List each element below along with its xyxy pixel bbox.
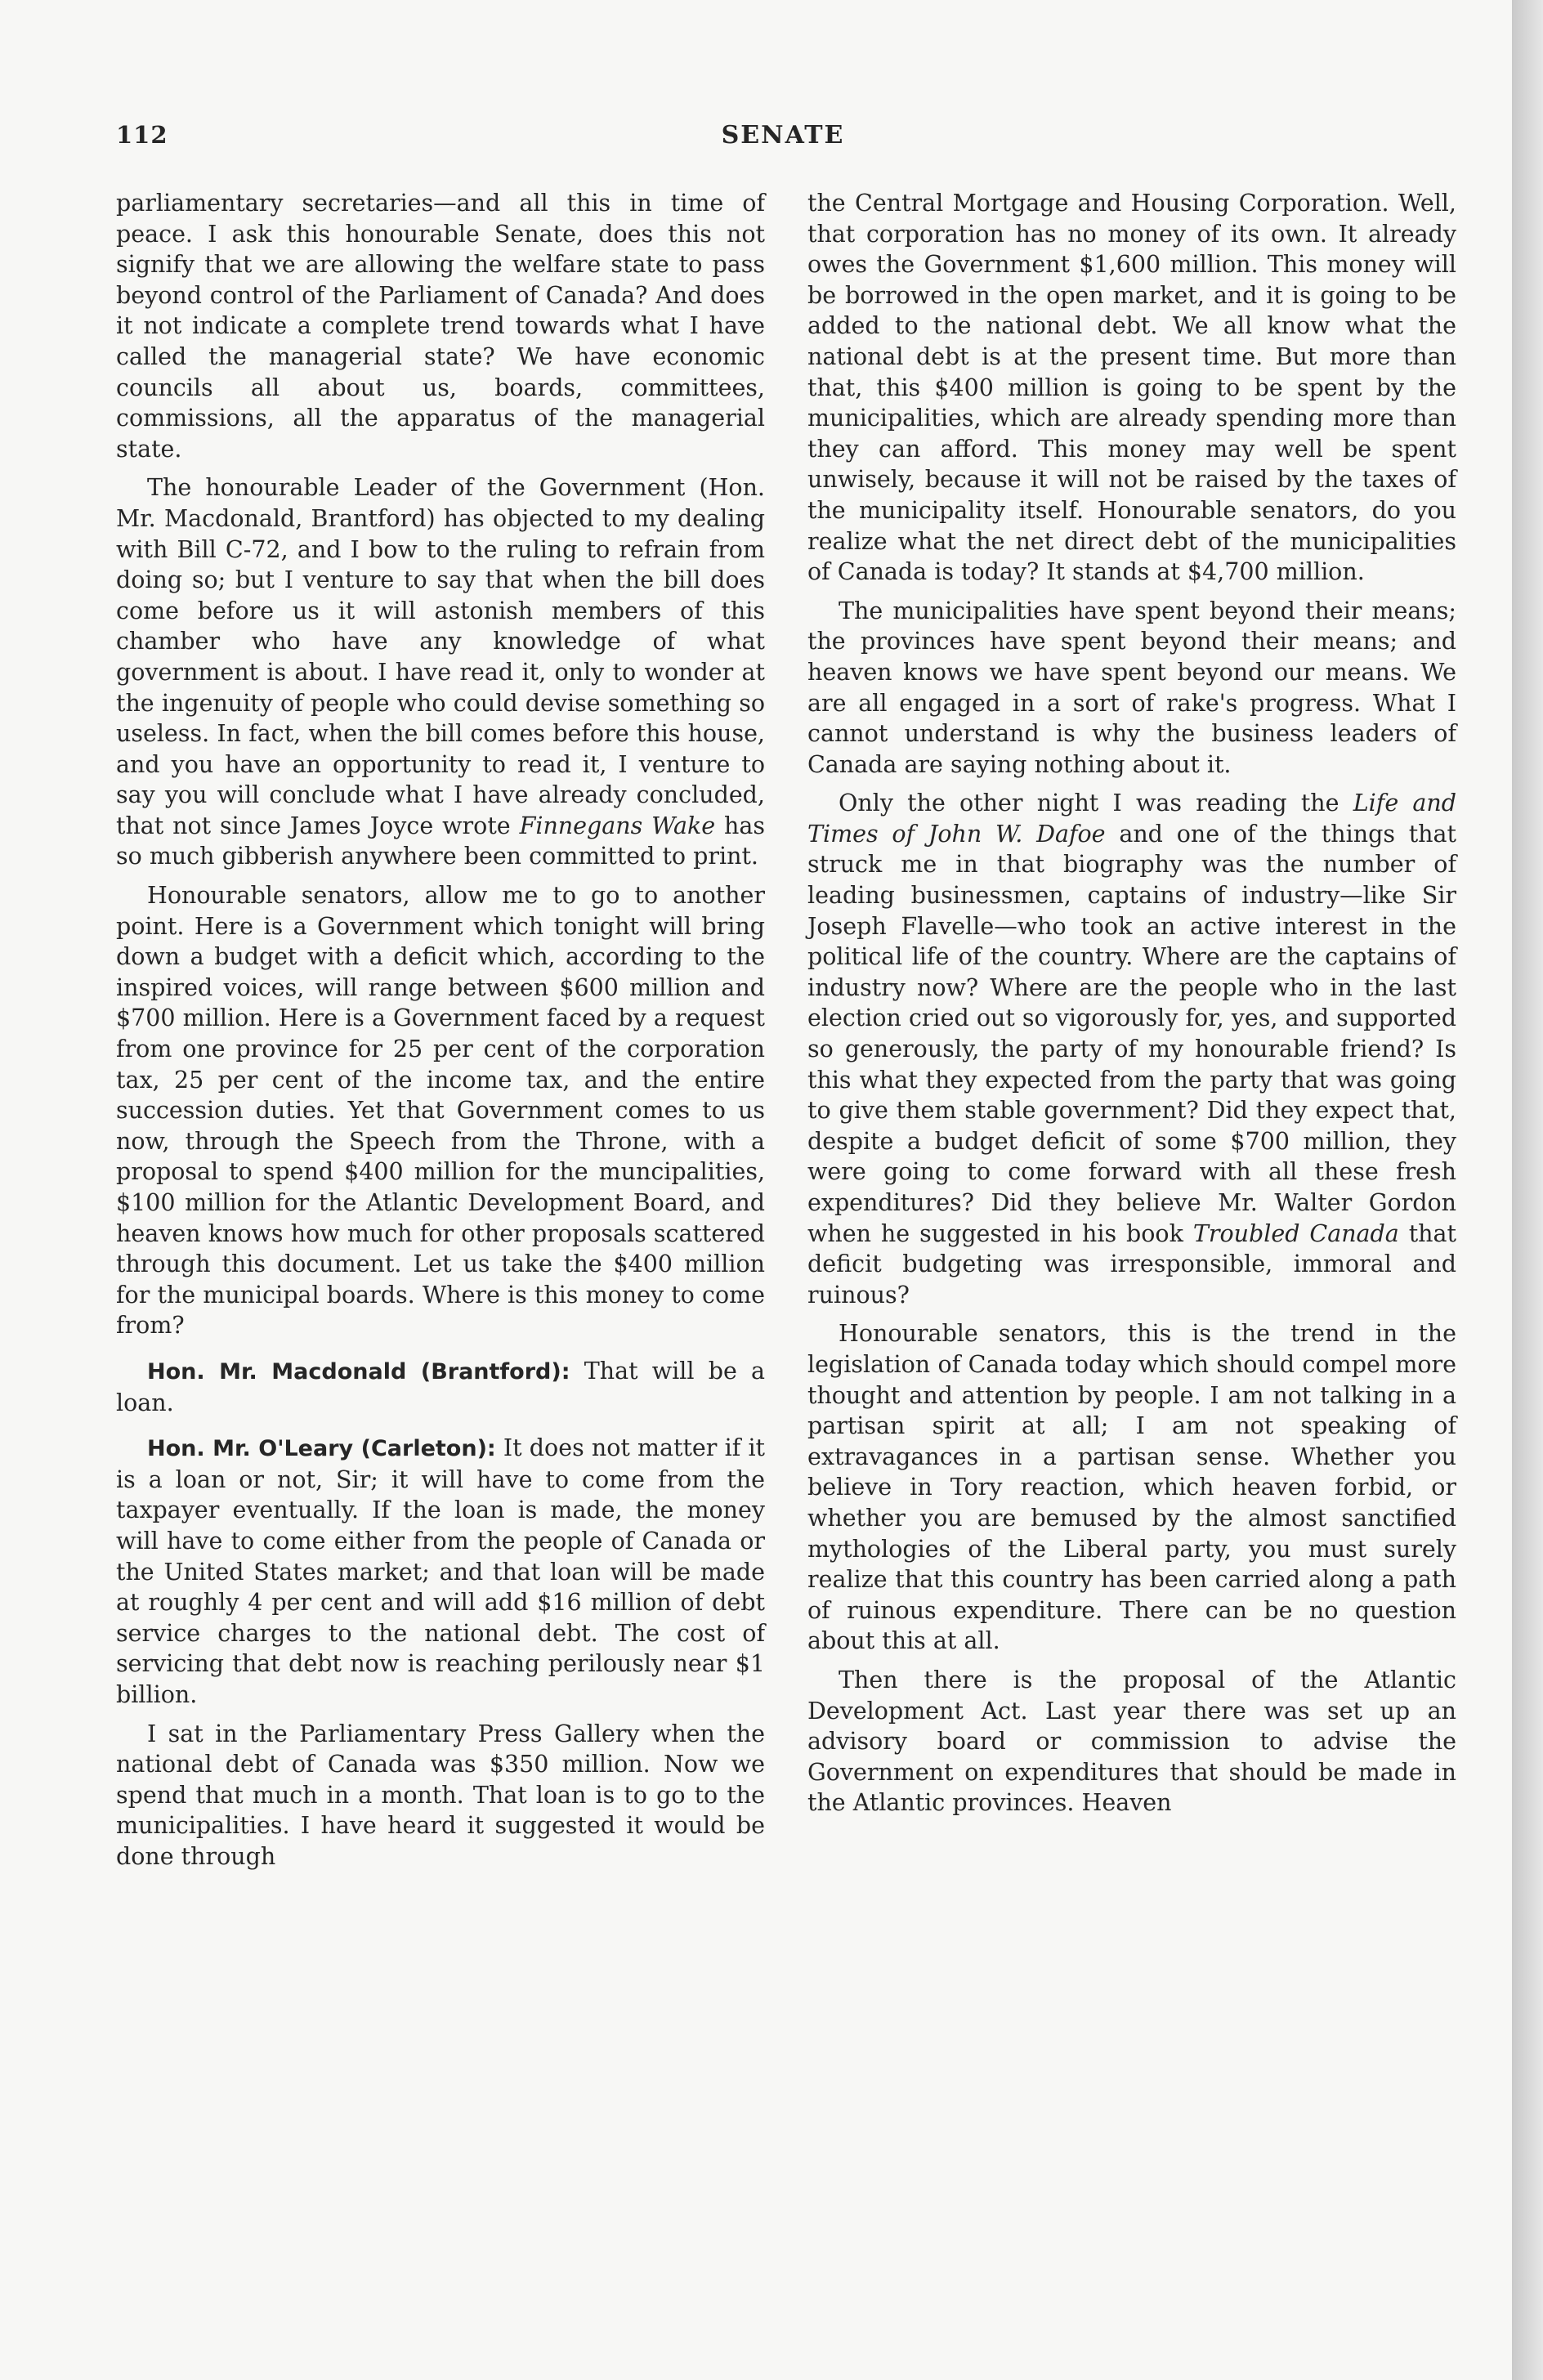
speech-text: That will be a loan. (116, 1357, 766, 1416)
paragraph: I sat in the Parliamentary Press Gallery when the national debt of Canada was $350 million. Now we spend that much in a month. That loan is to go to the municipalities. I have heard it suggested it would be done through (116, 1720, 765, 1870)
paragraph-text: The honourable Leader of the Government (Hon. Mr. Macdonald, Brantford) has objected to my dealing with Bill C-72, and I bow to the ruling to refrain from doing so; but I venture to say that when the bill does come before us it will astonish members of this chamber who have any knowledge of what government is about. I have read it, only to wonder at the ingenuity of people who could devise something so useless. In fact, when the bill comes before this house, and you have an opportunity to read it, I venture to say you will conclude what I have already concluded, that not since James Joyce wrote (116, 474, 765, 839)
page-number: 112 (116, 121, 168, 149)
paragraph: The municipalities have spent beyond their means; the provinces have spent beyond their means; and heaven knows we have spent beyond our means. We are all engaged in a sort of rake's progress. What I cannot understand is why the business leaders of Canada are saying nothing about it. (807, 597, 1456, 778)
paragraph: the Central Mortgage and Housing Corporation. Well, that corporation has no money of its own. It already owes the Government $1,600 million. This money will be borrowed in the open market, and it is going to be added to the national debt. We all know what the national debt is at the present time. But more than that, this $400 million is going to be spent by the municipalities, which are already spending more than they can afford. This money may well be spent unwisely, because it will not be raised by the taxes of the municipality itself. Honourable senators, do you realize what the net direct debt of the municipalities of Canada is today? It stands at $4,700 million. (807, 190, 1456, 586)
running-head: SENATE (721, 121, 845, 150)
paragraph: parliamentary secretaries—and all this in time of peace. I ask this honourable Senate, does this not signify that we are allowing the welfare state to pass beyond control of the Parliament of Canada? And does it not indicate a complete trend towards what I have called the managerial state? We have economic councils all about us, boards, committees, commissions, all the apparatus of the managerial state. (116, 190, 765, 463)
paragraph-text: and one of the things that struck me in that biography was the number of leading businessmen, captains of industry—like Sir Joseph Flavelle—who took an active interest in the political life of the country. Where are the captains of industry now? Where are the people who in the last election cried out so vigorously for, yes, and supported so generously, the party of my honourable friend? Is this what they expected from the party that was going to give them stable government? Did they expect that, despite a budget deficit of some $700 million, they were going to come forward with all these fresh expenditures? Did they believe Mr. Walter Gordon when he suggested in his book (807, 820, 1456, 1247)
paragraph-text: Only the other night I was reading the (839, 790, 1340, 817)
speaker-name: Hon. Mr. O'Leary (Carleton): (147, 1436, 496, 1462)
left-column (116, 188, 765, 1880)
paragraph: Then there is the proposal of the Atlantic Development Act. Last year there was set up an advisory board or commission to advise the Government on expenditures that should be made in the Atlantic provinces. Heaven (807, 1666, 1456, 1817)
paragraph (807, 788, 1456, 1310)
page-header (116, 121, 1450, 160)
paragraph-text: that deficit budgeting was irresponsible, immoral and ruinous? (807, 1219, 1456, 1309)
book-title: Troubled Canada (1192, 1219, 1399, 1247)
paragraph (116, 472, 765, 872)
book-title: Finnegans Wake (519, 812, 716, 839)
speaker-name: Hon. Mr. Macdonald (Brantford): (147, 1358, 570, 1385)
right-column (807, 188, 1456, 1880)
speaker-paragraph (116, 1356, 765, 1418)
paragraph: Honourable senators, allow me to go to another point. Here is a Government which tonight will bring down a budget with a deficit which, according to the inspired voices, will range between $600 million and $700 million. Here is a Government faced by a request from one province for 25 per cent of the corporation tax, 25 per cent of the income tax, and the entire succession duties. Yet that Government comes to us now, through the Speech from the Throne, with a proposal to spend $400 million for the muncipalities, $100 million for the Atlantic Development Board, and heaven knows how much for other proposals scattered through this document. Let us take the $400 million for the municipal boards. Where is this money to come from? (116, 882, 765, 1340)
scan-edge (1512, 0, 1543, 2380)
speaker-paragraph (116, 1433, 765, 1710)
text-columns (116, 188, 1456, 1880)
paragraph-text: has so much gibberish anywhere been committed to print. (116, 812, 766, 870)
paragraph: Honourable senators, this is the trend in the legislation of Canada today which should compel more thought and attention by people. I am not talking in a partisan spirit at all; I am not speaking of extravagances in a partisan sense. Whether you believe in Tory reaction, which heaven forbid, or whether you are bemused by the almost sanctified mythologies of the Liberal party, you must surely realize that this country has been carried along a path of ruinous expenditure. There can be no question about this at all. (807, 1320, 1456, 1655)
speech-text: It does not matter if it is a loan or not, Sir; it will have to come from the taxpayer eventually. If the loan is made, the money will have to come either from the people of Canada or the United States market; and that loan will be made at roughly 4 per cent and will add $16 million of debt service charges to the national debt. The cost of servicing that debt now is reaching perilously near $1 billion. (116, 1434, 766, 1708)
book-title: Life and Times of John W. Dafoe (807, 790, 1457, 848)
